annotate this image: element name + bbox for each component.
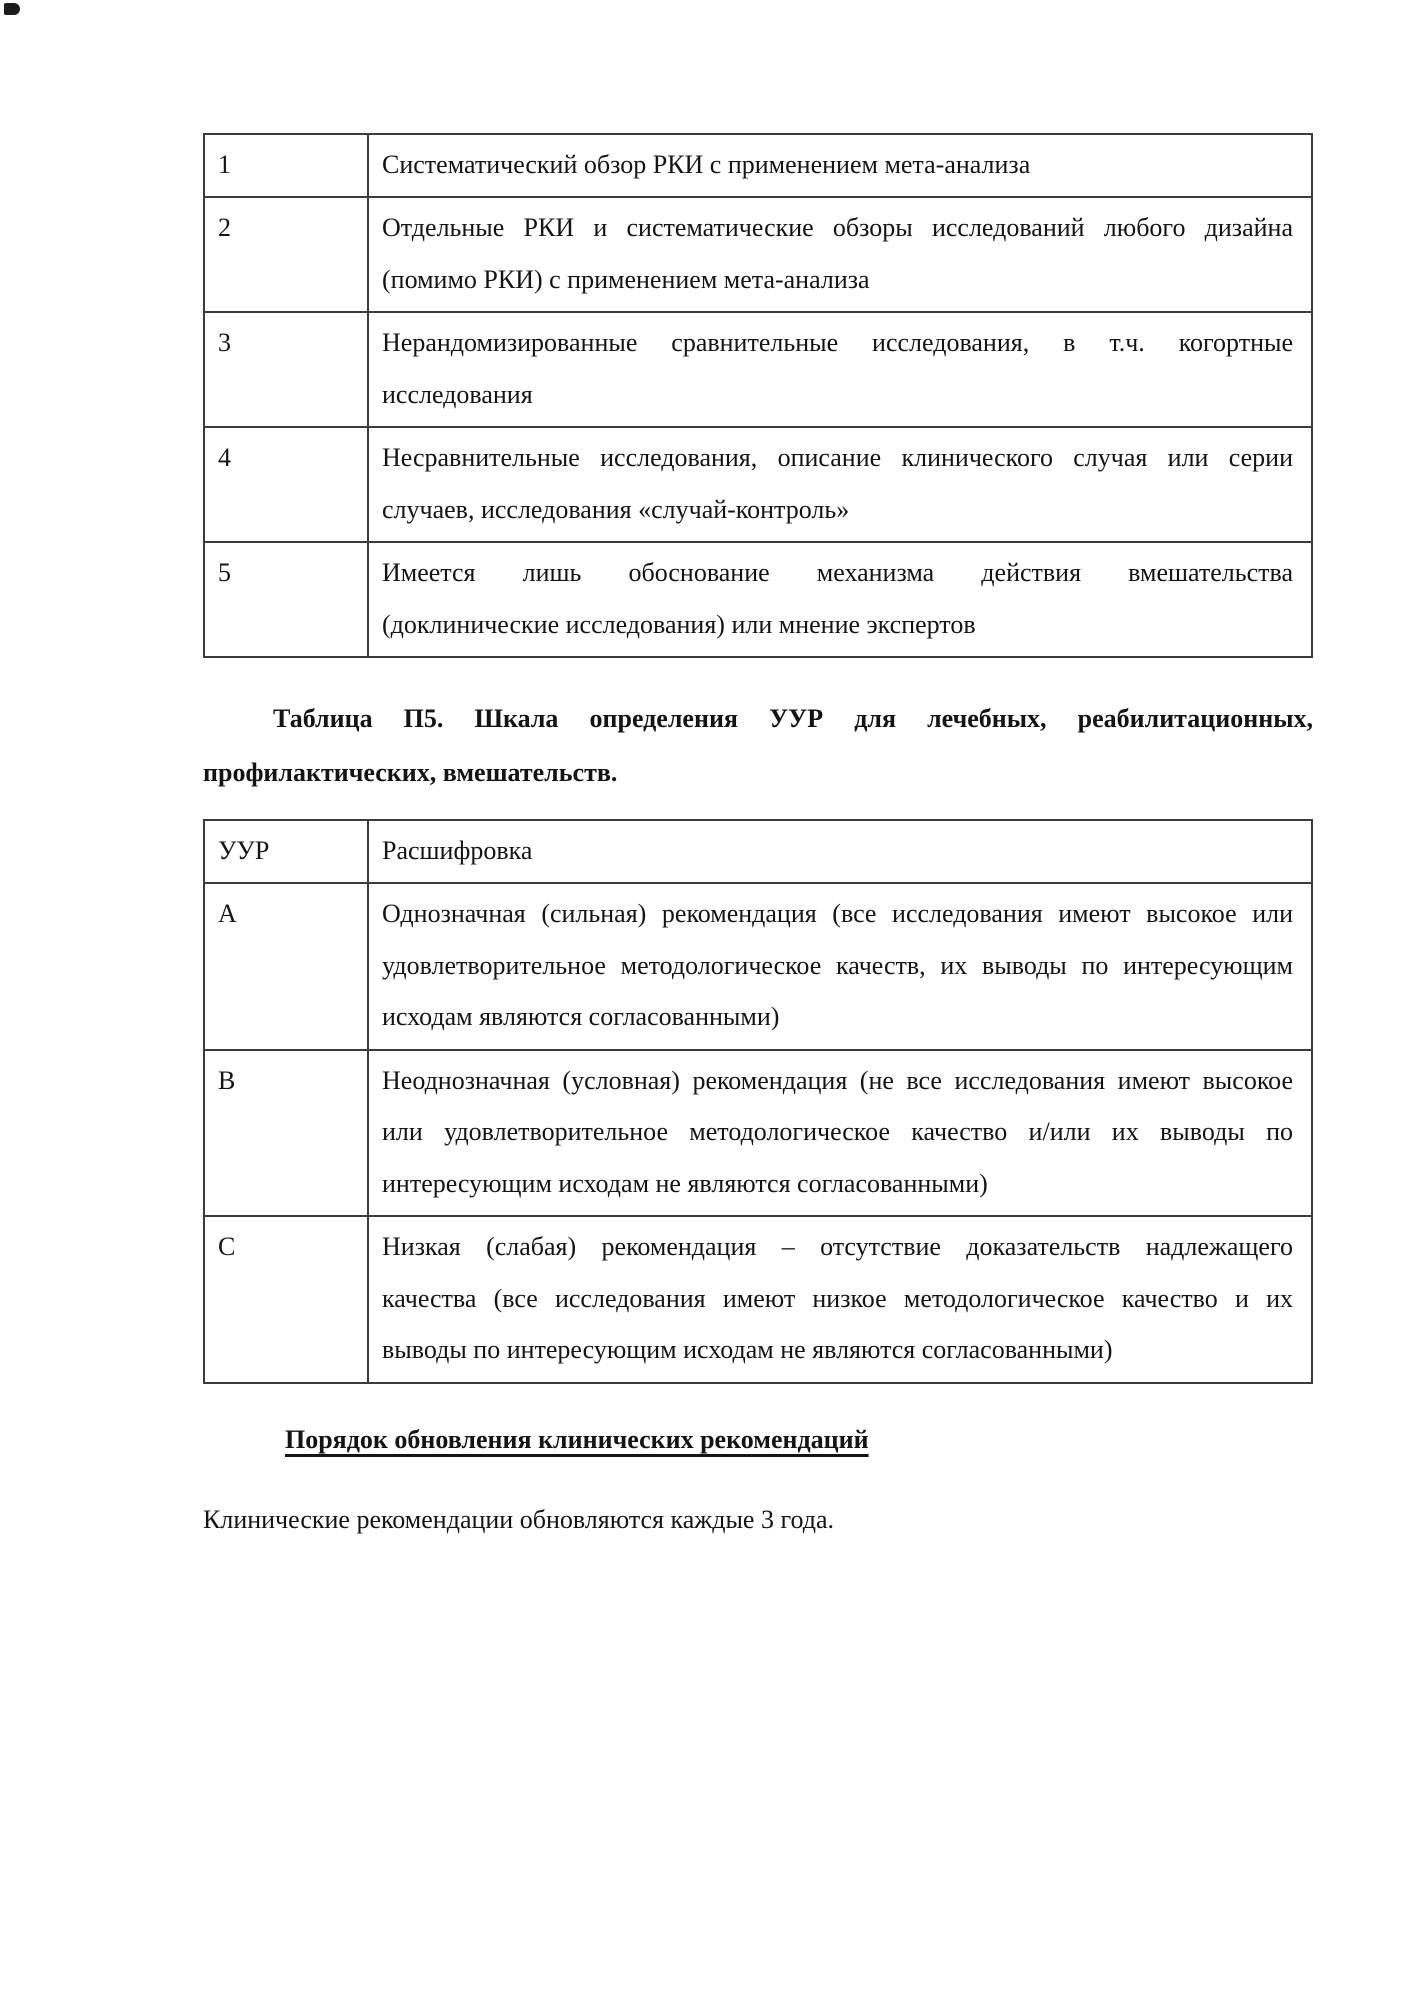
table-row (204, 1050, 1312, 1216)
row-key: A (218, 899, 237, 929)
row-text-cell (368, 197, 1312, 312)
row-key: C (218, 1232, 236, 1262)
row-text-cell (368, 542, 1312, 657)
row-text-cell (368, 427, 1312, 542)
row-number: 4 (218, 443, 231, 473)
row-key-cell (204, 1216, 368, 1382)
row-text-cell (368, 134, 1312, 197)
text-line: Однозначная (сильная) рекомендация (все исследования имеют высокое или (382, 899, 1293, 929)
table-row (204, 1216, 1312, 1382)
row-number: 3 (218, 328, 231, 358)
row-number: 5 (218, 558, 231, 588)
table-row (204, 542, 1312, 657)
caption-line: профилактических, вмешательств. (203, 757, 618, 787)
table-row (204, 197, 1312, 312)
row-number-cell (204, 134, 368, 197)
uur-scale-table (203, 819, 1313, 1384)
row-number-cell (204, 197, 368, 312)
row-number: 2 (218, 213, 231, 243)
header-label: УУР (218, 835, 270, 865)
header-cell-decoding (368, 820, 1312, 883)
text-line: исследования (382, 379, 533, 409)
table-row (204, 883, 1312, 1049)
row-text-cell (368, 1050, 1312, 1216)
text-line: удовлетворительное методологическое качеств, их выводы по интересующим (382, 950, 1293, 980)
text-line: Неоднозначная (условная) рекомендация (не все исследования имеют высокое (382, 1065, 1293, 1095)
row-number: 1 (218, 150, 231, 179)
text-line: Систематический обзор РКИ с применением мета-анализа (382, 150, 1031, 179)
text-line: Низкая (слабая) рекомендация – отсутствие доказательств надлежащего (382, 1232, 1293, 1262)
table-row (204, 134, 1312, 197)
row-number-cell (204, 427, 368, 542)
header-label: Расшифровка (382, 835, 533, 865)
table-header-row (204, 820, 1312, 883)
text-line: Нерандомизированные сравнительные исследования, в т.ч. когортные (382, 328, 1293, 358)
update-interval-text: Клинические рекомендации обновляются каждые 3 года. (203, 1504, 835, 1534)
row-key-cell (204, 883, 368, 1049)
text-line: интересующим исходам не являются согласованными) (382, 1168, 988, 1198)
evidence-level-table (203, 133, 1313, 658)
caption-line: Таблица П5. Шкала определения УУР для лечебных, реабилитационных, (273, 704, 1313, 734)
text-line: Имеется лишь обоснование механизма действия вмешательства (382, 558, 1293, 588)
row-number-cell (204, 542, 368, 657)
row-number-cell (204, 312, 368, 427)
text-line: (помимо РКИ) с применением мета-анализа (382, 264, 870, 294)
header-cell-uur (204, 820, 368, 883)
row-text-cell (368, 883, 1312, 1049)
row-text-cell (368, 312, 1312, 427)
text-line: выводы по интересующим исходам не являются согласованными) (382, 1335, 1113, 1365)
update-procedure-heading (203, 1414, 1313, 1466)
text-line: (доклинические исследования) или мнение экспертов (382, 609, 976, 639)
text-line: случаев, исследования «случай-контроль» (382, 494, 850, 524)
update-procedure-heading-text: Порядок обновления клинических рекомендаций (285, 1424, 869, 1454)
text-line: качества (все исследования имеют низкое методологическое качество и их (382, 1283, 1293, 1313)
text-line: или удовлетворительное методологическое качество и/или их выводы по (382, 1117, 1293, 1147)
table-caption (203, 692, 1313, 799)
text-line: Несравнительные исследования, описание клинического случая или серии (382, 443, 1293, 473)
row-text-cell (368, 1216, 1312, 1382)
text-line: исходам являются согласованными) (382, 1002, 780, 1032)
row-key: B (218, 1065, 236, 1095)
table-row (204, 427, 1312, 542)
text-line: Отдельные РКИ и систематические обзоры исследований любого дизайна (382, 213, 1293, 243)
row-key-cell (204, 1050, 368, 1216)
table-row (204, 312, 1312, 427)
scan-artifact (4, 3, 20, 15)
